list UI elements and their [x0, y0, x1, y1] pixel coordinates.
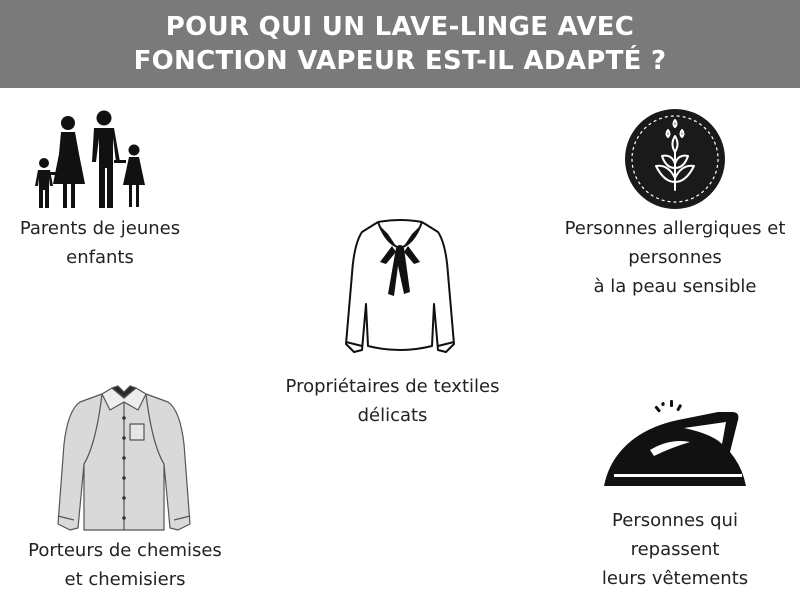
- caption-line: délicats: [357, 405, 428, 426]
- audience-delicate-textiles: [270, 210, 530, 440]
- title-banner: [0, 0, 800, 88]
- dress-shirt-icon: [56, 384, 192, 534]
- caption-line: et chemisiers: [64, 569, 186, 590]
- caption-line: repassent: [630, 539, 720, 560]
- audience-parents: [0, 100, 210, 280]
- caption-line: Porteurs de chemises: [28, 540, 222, 561]
- steam-iron-icon: [600, 400, 750, 492]
- title-line-2: FONCTION VAPEUR EST-IL ADAPTÉ ?: [133, 46, 667, 76]
- caption-line: enfants: [66, 247, 134, 268]
- caption-line: Personnes allergiques et: [564, 218, 786, 239]
- audience-ironing: [560, 400, 800, 600]
- caption-delicate-textiles: [270, 372, 515, 430]
- caption-line: leurs vêtements: [601, 568, 749, 589]
- caption-line: Parents de jeunes: [19, 218, 181, 239]
- caption-line: Personnes qui: [612, 510, 738, 531]
- caption-line: Propriétaires de textiles: [285, 376, 500, 397]
- audience-allergies: [550, 100, 800, 310]
- family-silhouette-icon: [30, 108, 150, 212]
- caption-ironing: [560, 506, 790, 593]
- caption-line: à la peau sensible: [593, 276, 757, 297]
- leaf-water-drops-icon: [624, 108, 726, 210]
- caption-shirt-wearers: [0, 536, 250, 594]
- title-line-1: POUR QUI UN LAVE-LINGE AVEC: [165, 12, 635, 42]
- caption-allergies: [550, 214, 800, 301]
- audience-shirt-wearers: [0, 380, 250, 600]
- caption-line: personnes: [628, 247, 722, 268]
- caption-parents: [0, 214, 200, 272]
- blouse-with-bow-icon: [340, 214, 460, 366]
